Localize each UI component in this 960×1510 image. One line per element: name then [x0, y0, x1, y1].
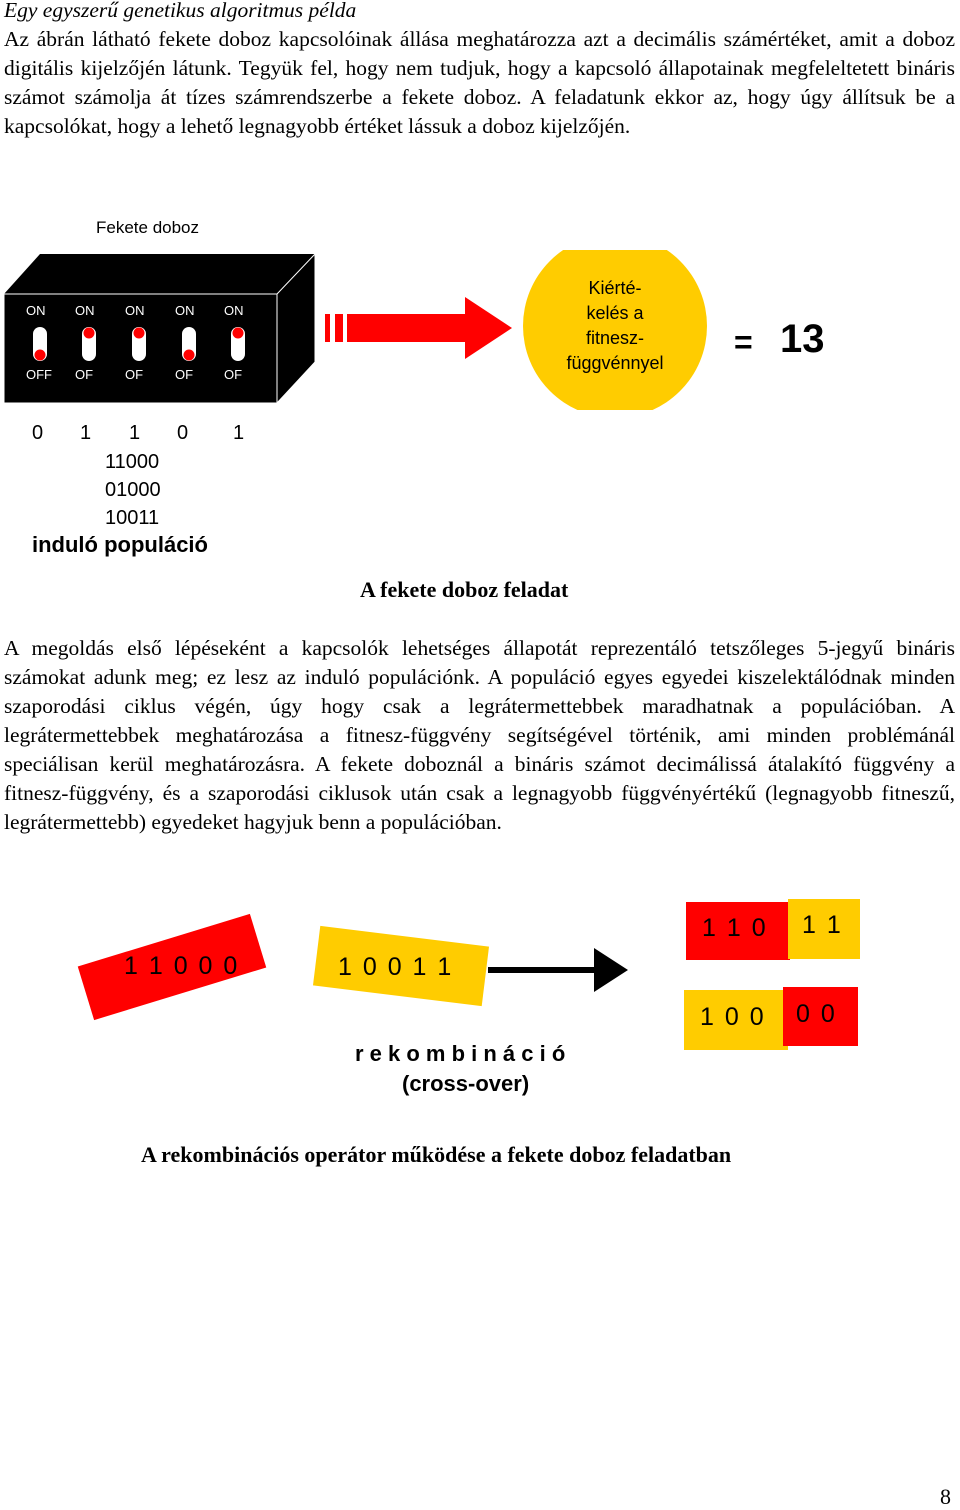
body-paragraph: A megoldás első lépéseként a kapcsolók lehetséges állapotát reprezentáló tetszőleges 5-jegyű bináris számokat adunk meg; ez lesz az induló populációnk. A populáció egyes egyedei kiszelektálódnak minden szaporodási ciklus végén, úgy hogy csak a legrátermettebbek maradhatnak a populációban. A legrátermettebbek meghatározása a fitnesz-függvény segítségével történik, ami minden problémánál speciálisan kerül meghatározásra. A fekete doboznál a bináris számot decimálissá átalakító függvény a fitnesz-függvény, és a szaporodási ciklusok után csak a legnagyobb függvényértékű (legnagyobb fitneszű, legrátermettebb) egyedeket hagyjuk benn a populációban. — [4, 636, 955, 834]
switch-on-label: ON — [26, 303, 46, 318]
switch-knob — [233, 328, 244, 339]
equals-sign: = — [734, 324, 753, 360]
child2-tail-label: 0 0 — [796, 1000, 837, 1028]
switch-on-label: ON — [125, 303, 145, 318]
parent2-label: 1 0 0 1 1 — [338, 953, 454, 981]
crossover-label: (cross-over) — [402, 1071, 530, 1096]
bit-1: 0 — [32, 422, 44, 444]
intro-paragraph: Az ábrán látható fekete doboz kapcsolóinak állása meghatározza azt a decimális számértéket, amit a doboz digitális kijelzőjén látunk. Tegyük fel, hogy nem tudjuk, hogy a kapcsoló állapotainak megfeleltetett bináris számot számolja át tízes számrendszerbe a fekete doboz. A feladatunk ekkor az, hogy úgy állítsuk be a kapcsolókat, hogy a lehető legnagyobb értéket lássuk a doboz kijelzőjén. — [4, 27, 955, 138]
switch-knob — [134, 328, 145, 339]
population-member-1: 11000 — [105, 451, 160, 473]
evaluation-line-3: fitnesz- — [585, 328, 645, 348]
population-member-2: 01000 — [105, 479, 161, 501]
bit-2: 1 — [80, 422, 92, 444]
black-box-label: Fekete doboz — [96, 218, 200, 237]
bit-3: 1 — [129, 422, 141, 444]
switch-off-label: OF — [125, 367, 144, 382]
child2-head-label: 1 0 0 — [700, 1003, 766, 1031]
switch-bits — [0, 422, 280, 448]
evaluation-line-1: Kiérté- — [588, 278, 642, 298]
arrow-right — [325, 297, 512, 359]
display-result: 13 — [780, 317, 825, 361]
arrow-to-offspring — [486, 938, 631, 998]
evaluation-line-2: kelés a — [586, 303, 644, 323]
population-label: induló populáció — [32, 532, 208, 557]
switch-knob — [184, 350, 195, 361]
section-title: Egy egyszerű genetikus algoritmus példa — [4, 0, 357, 22]
switch-off-label: OF — [75, 367, 94, 382]
switch-knob — [35, 350, 46, 361]
switch-off-label: OF — [224, 367, 243, 382]
switch-on-label: ON — [175, 303, 195, 318]
switch-off-label: OF — [175, 367, 194, 382]
child1-head-label: 1 1 0 — [702, 914, 768, 942]
bit-4: 0 — [177, 422, 189, 444]
child1-tail-label: 1 1 — [802, 911, 843, 939]
switch-off-label: OFF — [26, 367, 52, 382]
switch-on-label: ON — [75, 303, 95, 318]
switch-on-label: ON — [224, 303, 244, 318]
evaluation-line-4: függvénnyel — [566, 353, 664, 373]
figure2-caption: A rekombinációs operátor működése a fekete doboz feladatban — [141, 1142, 732, 1167]
parent1-label: 1 1 0 0 0 — [124, 952, 240, 980]
black-box-top — [4, 254, 315, 294]
black-box-diagram — [0, 250, 960, 410]
recombination-label: r e k o m b i n á c i ó — [355, 1041, 566, 1066]
figure1-caption: A fekete doboz feladat — [360, 577, 569, 602]
population-member-3: 10011 — [105, 507, 160, 529]
bit-5: 1 — [233, 422, 245, 444]
page-number: 8 — [940, 1484, 951, 1509]
switch-knob — [84, 328, 95, 339]
